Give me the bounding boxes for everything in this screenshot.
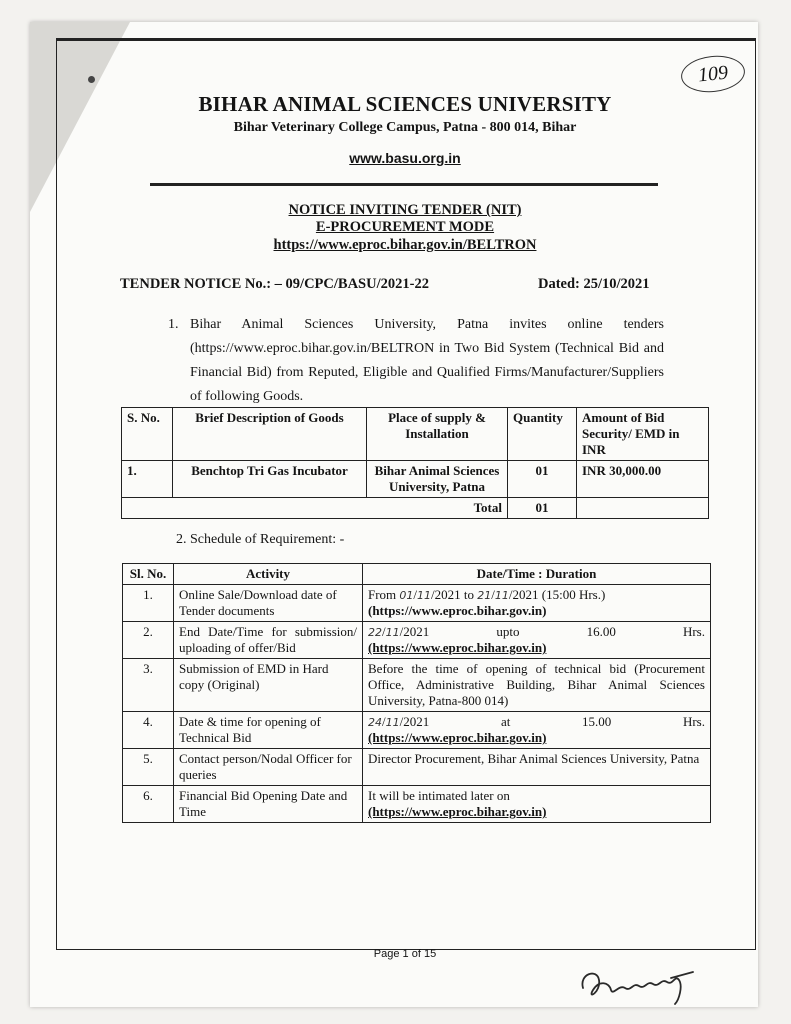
text-hrs: Hrs. bbox=[682, 624, 705, 639]
notice-mode: E-PROCUREMENT MODE bbox=[315, 219, 495, 235]
eproc-link[interactable]: (https://www.eproc.bihar.gov.in) bbox=[368, 730, 547, 745]
row-number: 5. bbox=[123, 749, 174, 786]
text-time: 15.00 bbox=[582, 714, 612, 729]
text-time: /2021 (15:00 Hrs.) bbox=[508, 587, 606, 602]
text-hrs: Hrs. bbox=[682, 714, 705, 729]
col-datetime: Date/Time : Duration bbox=[363, 564, 711, 585]
row-number: 2. bbox=[123, 622, 174, 659]
text-sep: / bbox=[491, 587, 495, 602]
text-upto: upto bbox=[496, 624, 520, 639]
text-sep: / bbox=[413, 587, 418, 602]
intimation-text: It will be intimated later on bbox=[368, 788, 510, 803]
table-row bbox=[123, 786, 711, 823]
handwritten-day: 24 bbox=[368, 716, 382, 729]
row-datetime: Director Procurement, Bihar Animal Sciences University, Patna bbox=[363, 749, 711, 786]
col-sno: S. No. bbox=[122, 408, 173, 461]
row-number: 4. bbox=[123, 712, 174, 749]
table-row bbox=[123, 622, 711, 659]
handwritten-page-number: 109 bbox=[679, 53, 746, 95]
total-empty-cell bbox=[577, 498, 709, 519]
eproc-link[interactable]: (https://www.eproc.bihar.gov.in) bbox=[368, 603, 547, 618]
text-year: /2021 bbox=[399, 714, 430, 729]
row-datetime: Before the time of opening of technical bid (Procurement Office, Administrative Building, Bihar Animal Sciences University, Patna-800 014) bbox=[363, 659, 711, 712]
goods-table bbox=[121, 407, 709, 519]
total-row bbox=[122, 498, 709, 519]
text-year: /2021 bbox=[399, 624, 430, 639]
notice-url[interactable]: https://www.eproc.bihar.gov.in/BELTRON bbox=[273, 237, 537, 253]
col-description: Brief Description of Goods bbox=[173, 408, 367, 461]
cell-emd: INR 30,000.00 bbox=[577, 461, 709, 498]
paragraph-text: Bihar Animal Sciences University, Patna invites online tenders (https://www.eproc.bihar.gov.in/BELTRON in Two Bid System (Technical Bid and Financial Bid) from Reputed, Eligible and Qualified Firms/Manufacturer/Suppliers of following Goods. bbox=[190, 317, 664, 404]
eproc-link[interactable]: (https://www.eproc.bihar.gov.in) bbox=[368, 804, 547, 819]
handwritten-month: 11 bbox=[494, 589, 509, 602]
handwritten-day: 22 bbox=[368, 626, 382, 639]
table-row bbox=[123, 659, 711, 712]
text-time: 16.00 bbox=[586, 624, 616, 639]
col-place: Place of supply & Installation bbox=[367, 408, 508, 461]
table-row bbox=[123, 712, 711, 749]
row-activity: Online Sale/Download date of Tender documents bbox=[174, 585, 363, 622]
handwritten-month: 11 bbox=[417, 589, 432, 602]
paragraph-number: 1. bbox=[168, 317, 179, 332]
schedule-header-row bbox=[123, 564, 711, 585]
row-activity: Date & time for opening of Technical Bid bbox=[174, 712, 363, 749]
website-link[interactable]: www.basu.org.in bbox=[349, 150, 461, 166]
text-to: /2021 to bbox=[431, 587, 478, 602]
notice-title: NOTICE INVITING TENDER (NIT) bbox=[288, 202, 522, 218]
datetime-line: 22/11/2021 upto 16.00 Hrs. bbox=[368, 624, 705, 639]
col-emd: Amount of Bid Security/ EMD in INR bbox=[577, 408, 709, 461]
goods-header-row bbox=[122, 408, 709, 461]
table-row bbox=[123, 749, 711, 786]
text-at: at bbox=[500, 714, 511, 729]
tender-number: TENDER NOTICE No.: – 09/CPC/BASU/2021-22 bbox=[120, 276, 429, 292]
handwritten-month: 11 bbox=[385, 716, 400, 729]
cell-quantity: 01 bbox=[508, 461, 577, 498]
intro-paragraph bbox=[168, 313, 664, 409]
row-activity: Submission of EMD in Hard copy (Original) bbox=[174, 659, 363, 712]
total-quantity: 01 bbox=[508, 498, 577, 519]
col-activity: Activity bbox=[174, 564, 363, 585]
signature-image bbox=[575, 960, 705, 1010]
handwritten-day: 01 bbox=[399, 589, 414, 602]
tender-date: Dated: 25/10/2021 bbox=[538, 276, 650, 292]
datetime-line: 24/11/2021 at 15.00 Hrs. bbox=[368, 714, 705, 729]
row-number: 6. bbox=[123, 786, 174, 823]
row-datetime bbox=[363, 585, 711, 622]
cell-sno: 1. bbox=[122, 461, 173, 498]
row-datetime bbox=[363, 622, 711, 659]
row-activity: End Date/Time for submission/ uploading of offer/Bid bbox=[174, 622, 363, 659]
row-number: 1. bbox=[123, 585, 174, 622]
row-activity: Financial Bid Opening Date and Time bbox=[174, 786, 363, 823]
total-label: Total bbox=[122, 498, 508, 519]
schedule-table bbox=[122, 563, 711, 823]
table-row bbox=[123, 585, 711, 622]
text-from: From bbox=[368, 587, 400, 602]
table-row bbox=[122, 461, 709, 498]
row-number: 3. bbox=[123, 659, 174, 712]
header-rule bbox=[150, 183, 658, 186]
university-name: BIHAR ANIMAL SCIENCES UNIVERSITY bbox=[198, 92, 612, 116]
row-datetime bbox=[363, 712, 711, 749]
schedule-heading: 2. Schedule of Requirement: - bbox=[176, 532, 345, 547]
page-footer: Page 1 of 15 bbox=[373, 948, 437, 960]
eproc-link[interactable]: (https://www.eproc.bihar.gov.in) bbox=[368, 640, 547, 655]
row-activity: Contact person/Nodal Officer for queries bbox=[174, 749, 363, 786]
row-datetime bbox=[363, 786, 711, 823]
col-slno: Sl. No. bbox=[123, 564, 174, 585]
university-address: Bihar Veterinary College Campus, Patna - 800 014, Bihar bbox=[233, 120, 577, 135]
cell-description: Benchtop Tri Gas Incubator bbox=[173, 461, 367, 498]
col-quantity: Quantity bbox=[508, 408, 577, 461]
handwritten-day: 21 bbox=[477, 589, 492, 602]
handwritten-month: 11 bbox=[385, 626, 400, 639]
cell-place: Bihar Animal Sciences University, Patna bbox=[367, 461, 508, 498]
